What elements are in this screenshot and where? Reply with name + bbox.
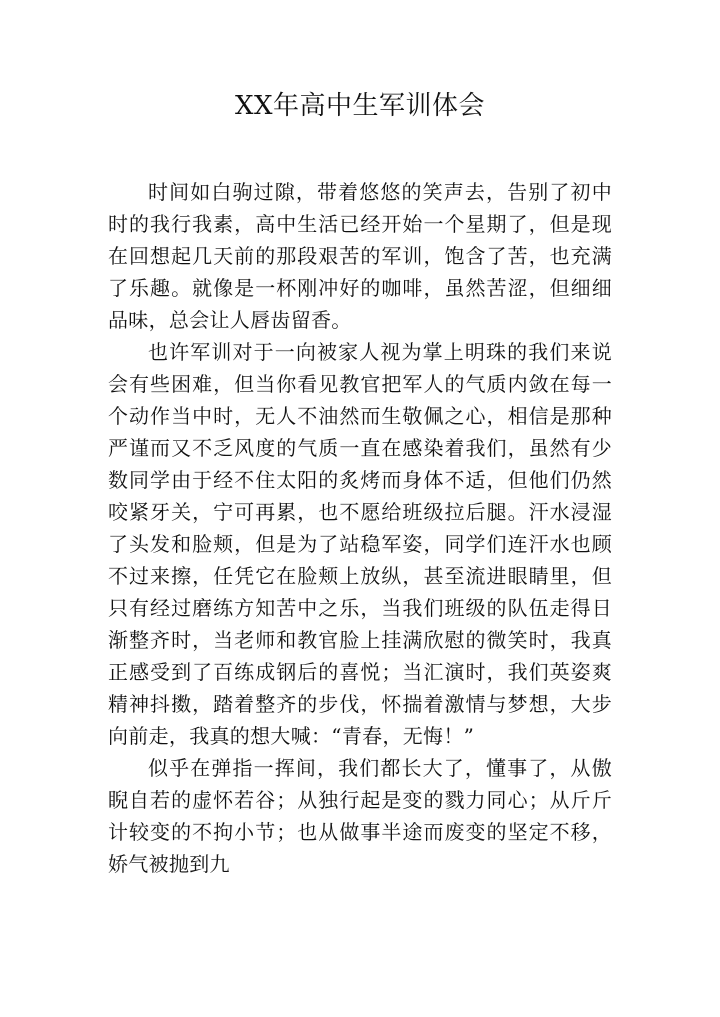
paragraph-2: 也许军训对于一向被家人视为掌上明珠的我们来说会有些困难，但当你看见教官把军人的气质内敛在每一个动作当中时，无人不油然而生敬佩之心，相信是那种严谨而又不乏风度的气质一直在感染着我们，虽然有少数同学由于经不住太阳的炙烤而身体不适，但他们仍然咬紧牙关，宁可再累，也不愿给班级拉后腿。汗水浸湿了头发和脸颊，但是为了站稳军姿，同学们连汗水也顾不过来擦，任凭它在脸颊上放纵，甚至流进眼睛里，但只有经过磨练方知苦中之乐，当我们班级的队伍走得日渐整齐时，当老师和教官脸上挂满欣慰的微笑时，我真正感受到了百练成钢后的喜悦；当汇演时，我们英姿爽精神抖擞，踏着整齐的步伐，怀揣着激情与梦想，大步向前走，我真的想大喊：“青春，无悔！” xyxy=(108,340,612,748)
paragraph-1: 时间如白驹过隙，带着悠悠的笑声去，告别了初中时的我行我素，高中生活已经开始一个星期了，但是现在回想起几天前的那段艰苦的军训，饱含了苦，也充满了乐趣。就像是一杯刚冲好的咖啡，虽然苦涩，但细细品味，总会让人唇齿留香。 xyxy=(108,180,612,332)
document-title: XX年高中生军训体会 xyxy=(234,91,486,121)
paragraph-3: 似乎在弹指一挥间，我们都长大了，懂事了，从傲睨自若的虚怀若谷；从独行起是变的戮力同心；从斤斤计较变的不拘小节；也从做事半途而废变的坚定不移，娇气被抛到九 xyxy=(108,756,612,876)
document-body xyxy=(108,176,612,880)
